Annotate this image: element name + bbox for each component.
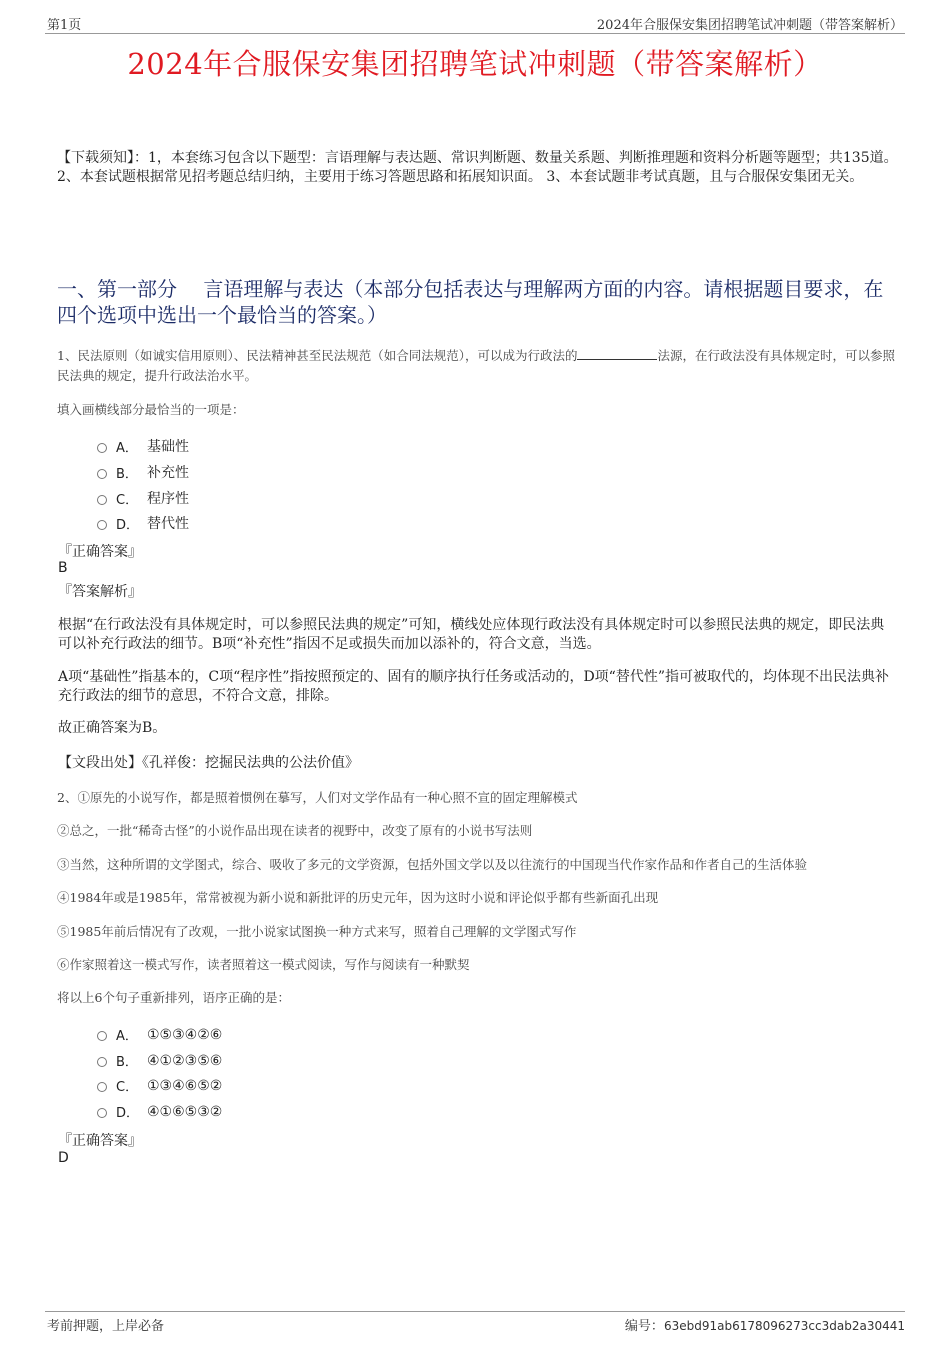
question-1-option-a[interactable] <box>97 436 189 456</box>
question-2-sentence: 2、①原先的小说写作，都是照着惯例在摹写，人们对文学作品有一种心照不宣的固定理解模式 <box>57 790 578 805</box>
option-label: D． <box>116 517 140 533</box>
download-notice: 【下载须知】：1，本套练习包含以下题型：言语理解与表达题、常识判断题、数量关系题、判断推理题和资料分析题等题型；共135道。 2、本套试题根据常见招考题总结归纳，主要用于练习答题思路和拓展知识面。 3、本套试题非考试真题，且与合服保安集团无关。 <box>57 150 898 185</box>
question-2-option-a[interactable] <box>97 1025 222 1044</box>
option-label: A． <box>116 1029 138 1044</box>
option-text: 基础性 <box>147 439 189 455</box>
option-label: A． <box>116 440 138 456</box>
radio-icon[interactable] <box>97 1082 107 1092</box>
option-text: 程序性 <box>147 491 189 507</box>
question-1-option-d[interactable] <box>97 513 189 533</box>
radio-icon[interactable] <box>97 1057 107 1067</box>
question-1-option-c[interactable] <box>97 488 189 508</box>
option-label: D． <box>116 1106 140 1121</box>
question-1-prompt: 填入画横线部分最恰当的一项是： <box>57 402 245 417</box>
running-header-title: 2024年合服保安集团招聘笔试冲刺题（带答案解析） <box>596 18 903 33</box>
question-2-option-d[interactable] <box>97 1102 222 1121</box>
correct-answer: D <box>58 1150 69 1166</box>
radio-icon[interactable] <box>97 1031 107 1041</box>
question-2-option-b[interactable] <box>97 1051 222 1070</box>
footer-slogan: 考前押题，上岸必备 <box>47 1319 165 1334</box>
analysis-label: 『答案解析』 <box>58 584 142 600</box>
question-1-option-b[interactable] <box>97 462 189 482</box>
radio-icon[interactable] <box>97 443 107 453</box>
option-text: 替代性 <box>147 516 189 532</box>
question-2-sentence: ②总之，一批“稀奇古怪”的小说作品出现在读者的视野中，改变了原有的小说书写法则 <box>57 823 533 838</box>
correct-answer: B <box>58 560 68 576</box>
question-1-stem-before: 1、民法原则（如诚实信用原则）、民法精神甚至民法规范（如合同法规范），可以成为行政法的 <box>57 348 578 363</box>
question-1-stem <box>57 346 902 386</box>
option-label: B． <box>116 1055 138 1070</box>
passage-source: 【文段出处】《孔祥俊：挖掘民法典的公法价值》 <box>58 755 359 771</box>
question-2-sentence: ④1984年或是1985年，常常被视为新小说和新批评的历史元年，因为这时小说和评论似乎都有些新面孔出现 <box>57 890 659 905</box>
question-2-sentence: ⑥作家照着这一模式写作，读者照着这一模式阅读，写作与阅读有一种默契 <box>57 957 470 972</box>
option-label: C． <box>116 492 139 508</box>
analysis-paragraph: 根据“在行政法没有具体规定时，可以参照民法典的规定”可知，横线处应体现行政法没有具体规定时可以参照民法典的规定，即民法典可以补充行政法的细节。B项“补充性”指因不足或损失而加以添补的，符合文意，当选。 <box>58 617 885 652</box>
question-2-sentence: ⑤1985年前后情况有了改观，一批小说家试图换一种方式来写，照着自己理解的文学图式写作 <box>57 924 577 939</box>
code-value: 63ebd91ab6178096273cc3dab2a30441 <box>663 1319 905 1333</box>
question-1-stem-after: 法源，在行政法没有具体规定时，可以参照民法典的规定，提升行政法治水平。 <box>57 348 895 383</box>
option-text: ④①②③⑤⑥ <box>147 1052 223 1069</box>
radio-icon[interactable] <box>97 520 107 530</box>
document-title: 2024年合服保安集团招聘笔试冲刺题（带答案解析） <box>127 47 823 81</box>
option-text: ④①⑥⑤③② <box>147 1103 223 1120</box>
option-text: ①⑤③④②⑥ <box>147 1026 223 1043</box>
correct-answer-label: 『正确答案』 <box>58 544 142 560</box>
question-2-option-c[interactable] <box>97 1076 222 1095</box>
option-label: B． <box>116 466 138 482</box>
section-heading: 一、第一部分 言语理解与表达（本部分包括表达与理解两方面的内容。请根据题目要求，在四个选项中选出一个最恰当的答案。） <box>57 277 884 327</box>
document-code <box>625 1315 905 1334</box>
radio-icon[interactable] <box>97 469 107 479</box>
option-text: 补充性 <box>147 465 189 481</box>
question-2-prompt: 将以上6个句子重新排列，语序正确的是： <box>57 990 290 1005</box>
option-label: C． <box>116 1080 139 1095</box>
page-number: 第1页 <box>47 18 82 33</box>
code-label: 编号： <box>624 1319 664 1334</box>
radio-icon[interactable] <box>97 495 107 505</box>
analysis-paragraph: A项“基础性”指基本的，C项“程序性”指按照预定的、固有的顺序执行任务或活动的，D项“替代性”指可被取代的，均体现不出民法典补充行政法的细节的意思，不符合文意，排除。 <box>58 669 889 704</box>
option-text: ①③④⑥⑤② <box>147 1077 223 1094</box>
correct-answer-label: 『正确答案』 <box>58 1133 142 1149</box>
fill-blank <box>577 347 657 360</box>
footer-divider <box>45 1311 905 1312</box>
radio-icon[interactable] <box>97 1108 107 1118</box>
question-2-sentence: ③当然，这种所谓的文学图式，综合、吸收了多元的文学资源，包括外国文学以及以往流行的中国现当代作家作品和作者自己的生活体验 <box>57 857 808 872</box>
analysis-conclusion: 故正确答案为B。 <box>58 720 167 736</box>
header-divider <box>45 33 905 34</box>
